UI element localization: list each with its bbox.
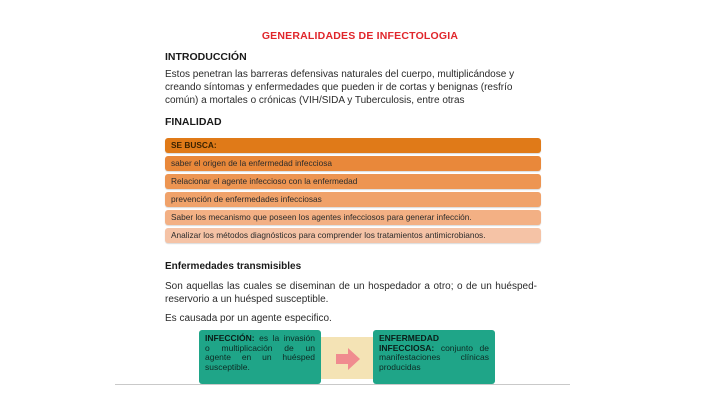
causa-paragraph: Es causada por un agente especifico. — [165, 313, 332, 324]
enfermedad-text: conjunto de manifestaciones clínicas producidas — [379, 342, 489, 372]
infeccion-box — [199, 330, 321, 384]
transmisibles-heading: Enfermedades transmisibles — [165, 261, 302, 272]
finalidad-item: Saber los mecanismo que poseen los agentes infecciosos para generar infección. — [165, 210, 541, 225]
enfermedad-label: ENFERMEDAD INFECCIOSA: — [379, 333, 441, 353]
bottom-divider — [115, 384, 570, 385]
finalidad-header-bar: SE BUSCA: — [165, 138, 541, 153]
finalidad-heading: FINALIDAD — [165, 116, 222, 128]
infeccion-label: INFECCIÓN: — [205, 333, 260, 343]
infeccion-text: es la invasión o multiplicación de un agente en un huésped susceptible. — [205, 333, 315, 372]
page-title: GENERALIDADES DE INFECTOLOGIA — [261, 30, 459, 42]
enfermedad-box — [373, 330, 495, 384]
finalidad-list — [165, 138, 541, 246]
intro-heading: INTRODUCCIÓN — [165, 51, 247, 63]
finalidad-item: saber el origen de la enfermedad infecciosa — [165, 156, 541, 171]
finalidad-item: Analizar los métodos diagnósticos para comprender los tratamientos antimicrobianos. — [165, 228, 541, 243]
transmisibles-paragraph: Son aquellas las cuales se diseminan de un hospedador a otro; o de un huésped-reservorio a un huésped susceptible. — [165, 281, 537, 305]
finalidad-item: prevención de enfermedades infecciosas — [165, 192, 541, 207]
intro-paragraph: Estos penetran las barreras defensivas naturales del cuerpo, multiplicándose y creando síntomas y enfermedades que pueden ir de cortas y benignas (resfrío común) a mortales o crónicas (VIH/SIDA y Tuberculosis, entre otras — [165, 69, 515, 106]
finalidad-item: Relacionar el agente infeccioso con la enfermedad — [165, 174, 541, 189]
